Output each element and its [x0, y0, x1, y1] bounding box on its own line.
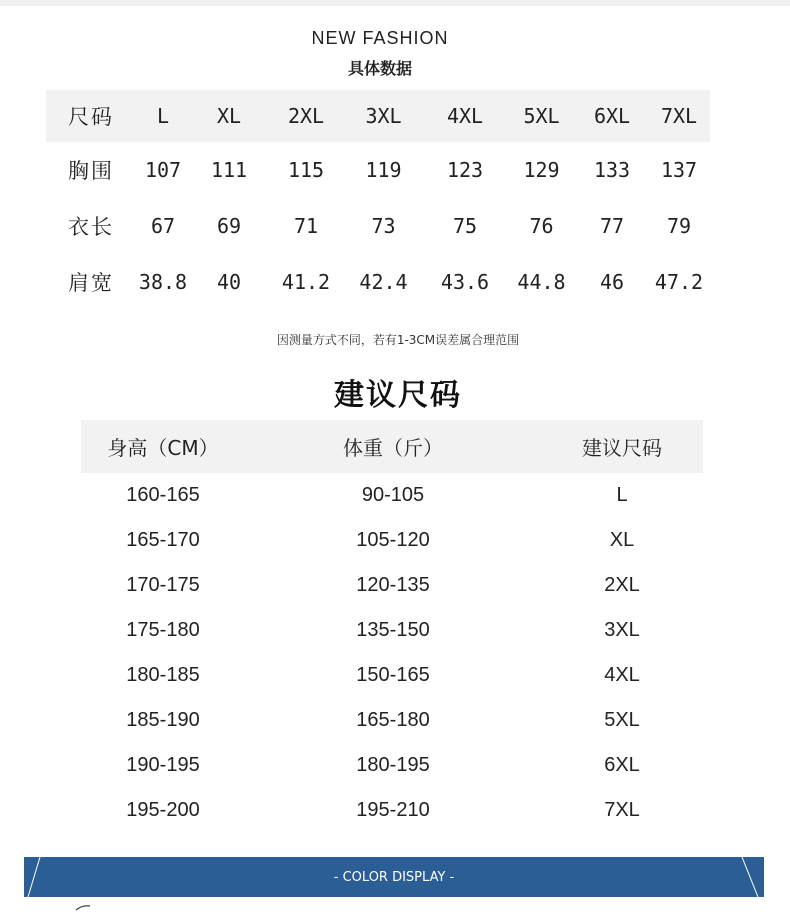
weight-range-cell: 165-180 — [356, 709, 430, 731]
decorative-stroke-icon — [74, 904, 94, 912]
height-range-cell: 185-190 — [126, 709, 200, 731]
spec-cell: 133 — [593, 158, 631, 182]
table-row — [81, 698, 703, 743]
spec-cell: 46 — [599, 270, 625, 294]
height-range-cell: 175-180 — [126, 619, 200, 641]
size-cell: 4XL — [604, 664, 640, 686]
spec-cell: 42.4 — [359, 270, 408, 294]
recommend-header-row — [81, 420, 703, 473]
spec-header-cell: 7XL — [648, 90, 710, 142]
weight-range-cell: 120-135 — [356, 574, 430, 596]
table-row — [81, 608, 703, 653]
measurement-note: 因测量方式不同，若有1-3CM误差属合理范围 — [276, 333, 520, 347]
recommend-header-height: 身高（CM） — [81, 420, 245, 473]
height-range-cell: 170-175 — [126, 574, 200, 596]
table-row — [81, 743, 703, 788]
spec-header-cell: 5XL — [507, 90, 576, 142]
spec-cell: 38.8 — [138, 270, 188, 294]
top-strip — [0, 0, 790, 6]
table-row — [81, 518, 703, 563]
size-cell: 5XL — [604, 709, 640, 731]
heading-new-fashion: NEW FASHION — [311, 28, 449, 48]
table-row — [81, 788, 703, 833]
recommended-size-title: 建议尺码 — [334, 378, 462, 413]
spec-cell: 67 — [150, 214, 176, 238]
color-display-banner — [24, 857, 764, 897]
size-cell: XL — [609, 529, 635, 551]
spec-cell: 71 — [293, 214, 319, 238]
spec-cell: 73 — [371, 214, 396, 238]
spec-cell: 41.2 — [281, 270, 331, 294]
weight-range-cell: 195-210 — [356, 799, 430, 821]
size-cell: 3XL — [604, 619, 640, 641]
weight-range-cell: 135-150 — [356, 619, 430, 641]
color-display-label: - COLOR DISPLAY - — [333, 870, 455, 885]
spec-header-cell: 6XL — [576, 90, 648, 142]
weight-range-cell: 90-105 — [361, 484, 425, 506]
spec-header-cell: 尺码 — [46, 90, 136, 142]
height-range-cell: 195-200 — [126, 799, 200, 821]
spec-cell: 129 — [523, 158, 560, 182]
recommend-header-size: 建议尺码 — [541, 420, 703, 473]
height-range-cell: 165-170 — [126, 529, 200, 551]
weight-range-cell: 180-195 — [356, 754, 430, 776]
spec-cell: 44.8 — [517, 270, 566, 294]
size-spec-header-row — [46, 90, 710, 142]
weight-range-cell: 105-120 — [356, 529, 430, 551]
spec-header-cell: XL — [190, 90, 268, 142]
recommended-size-table — [81, 420, 703, 833]
spec-cell: 111 — [210, 158, 248, 182]
spec-row-chest — [46, 142, 710, 198]
spec-header-cell: 3XL — [344, 90, 423, 142]
spec-row-label: 胸围 — [68, 159, 114, 183]
spec-row-length — [46, 198, 710, 254]
spec-row-label: 肩宽 — [68, 271, 114, 295]
spec-cell: 47.2 — [654, 270, 704, 294]
spec-row-label: 衣长 — [68, 215, 114, 239]
weight-range-cell: 150-165 — [356, 664, 430, 686]
spec-header-cell: 4XL — [423, 90, 507, 142]
spec-header-cell: L — [136, 90, 190, 142]
spec-cell: 40 — [216, 270, 242, 294]
spec-cell: 119 — [365, 158, 402, 182]
heading-specific-data: 具体数据 — [347, 59, 412, 78]
size-cell: L — [616, 484, 628, 506]
size-cell: 6XL — [604, 754, 640, 776]
spec-row-shoulder — [46, 254, 710, 310]
table-row — [81, 473, 703, 518]
size-cell: 7XL — [604, 799, 640, 821]
spec-cell: 69 — [216, 214, 242, 238]
spec-cell: 76 — [529, 214, 554, 238]
spec-cell: 137 — [660, 158, 698, 182]
height-range-cell: 160-165 — [126, 484, 200, 506]
table-row — [81, 653, 703, 698]
size-spec-table — [46, 90, 710, 310]
spec-cell: 77 — [599, 214, 625, 238]
recommend-header-weight: 体重（斤） — [245, 420, 541, 473]
spec-header-cell: 2XL — [268, 90, 344, 142]
spec-cell: 79 — [666, 214, 692, 238]
spec-cell: 43.6 — [440, 270, 490, 294]
spec-cell: 123 — [446, 158, 484, 182]
size-cell: 2XL — [604, 574, 640, 596]
table-row — [81, 563, 703, 608]
height-range-cell: 180-185 — [126, 664, 200, 686]
spec-cell: 107 — [144, 158, 182, 182]
height-range-cell: 190-195 — [126, 754, 200, 776]
spec-cell: 75 — [452, 214, 478, 238]
spec-cell: 115 — [287, 158, 325, 182]
